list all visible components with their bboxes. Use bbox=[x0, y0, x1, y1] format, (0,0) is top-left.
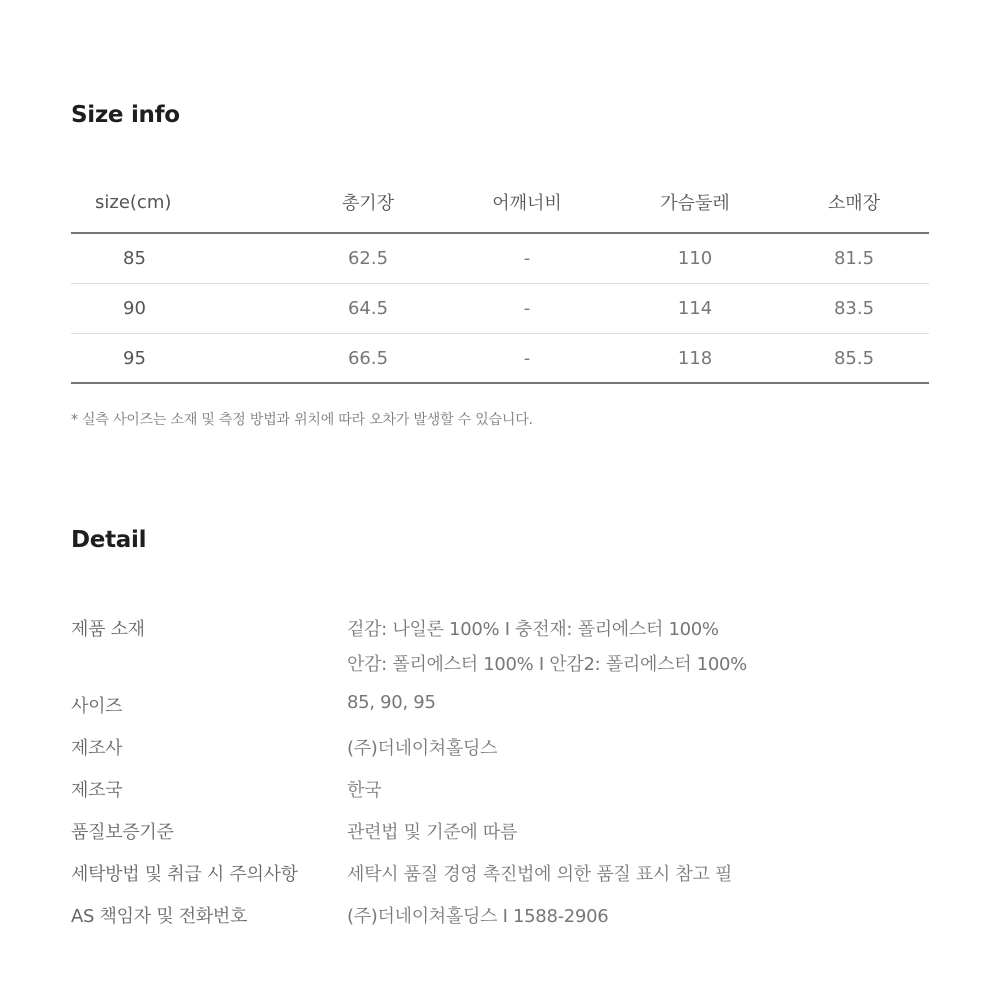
size-value: 85, 90, 95 bbox=[347, 692, 436, 713]
size-table-header bbox=[71, 172, 929, 234]
cell-total-length: 66.5 bbox=[347, 347, 389, 369]
cell-sleeve-length: 83.5 bbox=[833, 298, 875, 319]
material-line-2: 안감: 폴리에스터 100% I 안감2: 폴리에스터 100% bbox=[347, 654, 747, 675]
measurement-note: * 실측 사이즈는 소재 및 측정 방법과 위치에 따라 오차가 발생할 수 있습니다. bbox=[71, 412, 533, 428]
header-shoulder-width: 어깨너비 bbox=[492, 193, 562, 214]
washing-label: 세탁방법 및 취급 시 주의사항 bbox=[71, 864, 298, 885]
maker-label: 제조사 bbox=[71, 738, 123, 759]
header-chest: 가슴둘레 bbox=[660, 193, 730, 214]
header-total-length: 총기장 bbox=[341, 193, 395, 214]
header-size: size(cm) bbox=[95, 191, 172, 213]
size-info-title: Size info bbox=[71, 102, 180, 128]
table-row bbox=[71, 234, 929, 284]
row-size: 85 bbox=[123, 248, 146, 269]
cell-total-length: 62.5 bbox=[347, 248, 389, 269]
table-row bbox=[71, 284, 929, 334]
cell-chest: 114 bbox=[677, 298, 713, 319]
quality-value: 관련법 및 기준에 따름 bbox=[347, 822, 518, 843]
size-label: 사이즈 bbox=[71, 696, 123, 717]
row-size: 90 bbox=[123, 298, 146, 319]
material-line-1: 겉감: 나일론 100% I 충전재: 폴리에스터 100% bbox=[347, 619, 719, 640]
size-table bbox=[71, 172, 929, 384]
cell-shoulder-width: - bbox=[523, 248, 531, 269]
maker-value: (주)더네이쳐홀딩스 bbox=[347, 738, 498, 759]
quality-label: 품질보증기준 bbox=[71, 822, 174, 843]
cell-total-length: 64.5 bbox=[347, 298, 389, 319]
cell-chest: 118 bbox=[677, 347, 713, 369]
cell-shoulder-width: - bbox=[523, 298, 531, 319]
table-row bbox=[71, 334, 929, 384]
row-size: 95 bbox=[123, 347, 146, 369]
as-label: AS 책임자 및 전화번호 bbox=[71, 906, 248, 927]
material-label: 제품 소재 bbox=[71, 619, 145, 640]
washing-value: 세탁시 품질 경영 촉진법에 의한 품질 표시 참고 필 bbox=[347, 864, 733, 885]
country-value: 한국 bbox=[347, 780, 382, 801]
header-sleeve-length: 소매장 bbox=[827, 193, 881, 214]
cell-sleeve-length: 81.5 bbox=[833, 248, 875, 269]
detail-title: Detail bbox=[71, 527, 147, 553]
country-label: 제조국 bbox=[71, 780, 123, 801]
cell-chest: 110 bbox=[677, 248, 713, 269]
cell-sleeve-length: 85.5 bbox=[833, 347, 875, 369]
as-value: (주)더네이쳐홀딩스 I 1588-2906 bbox=[347, 906, 609, 927]
cell-shoulder-width: - bbox=[523, 347, 531, 369]
